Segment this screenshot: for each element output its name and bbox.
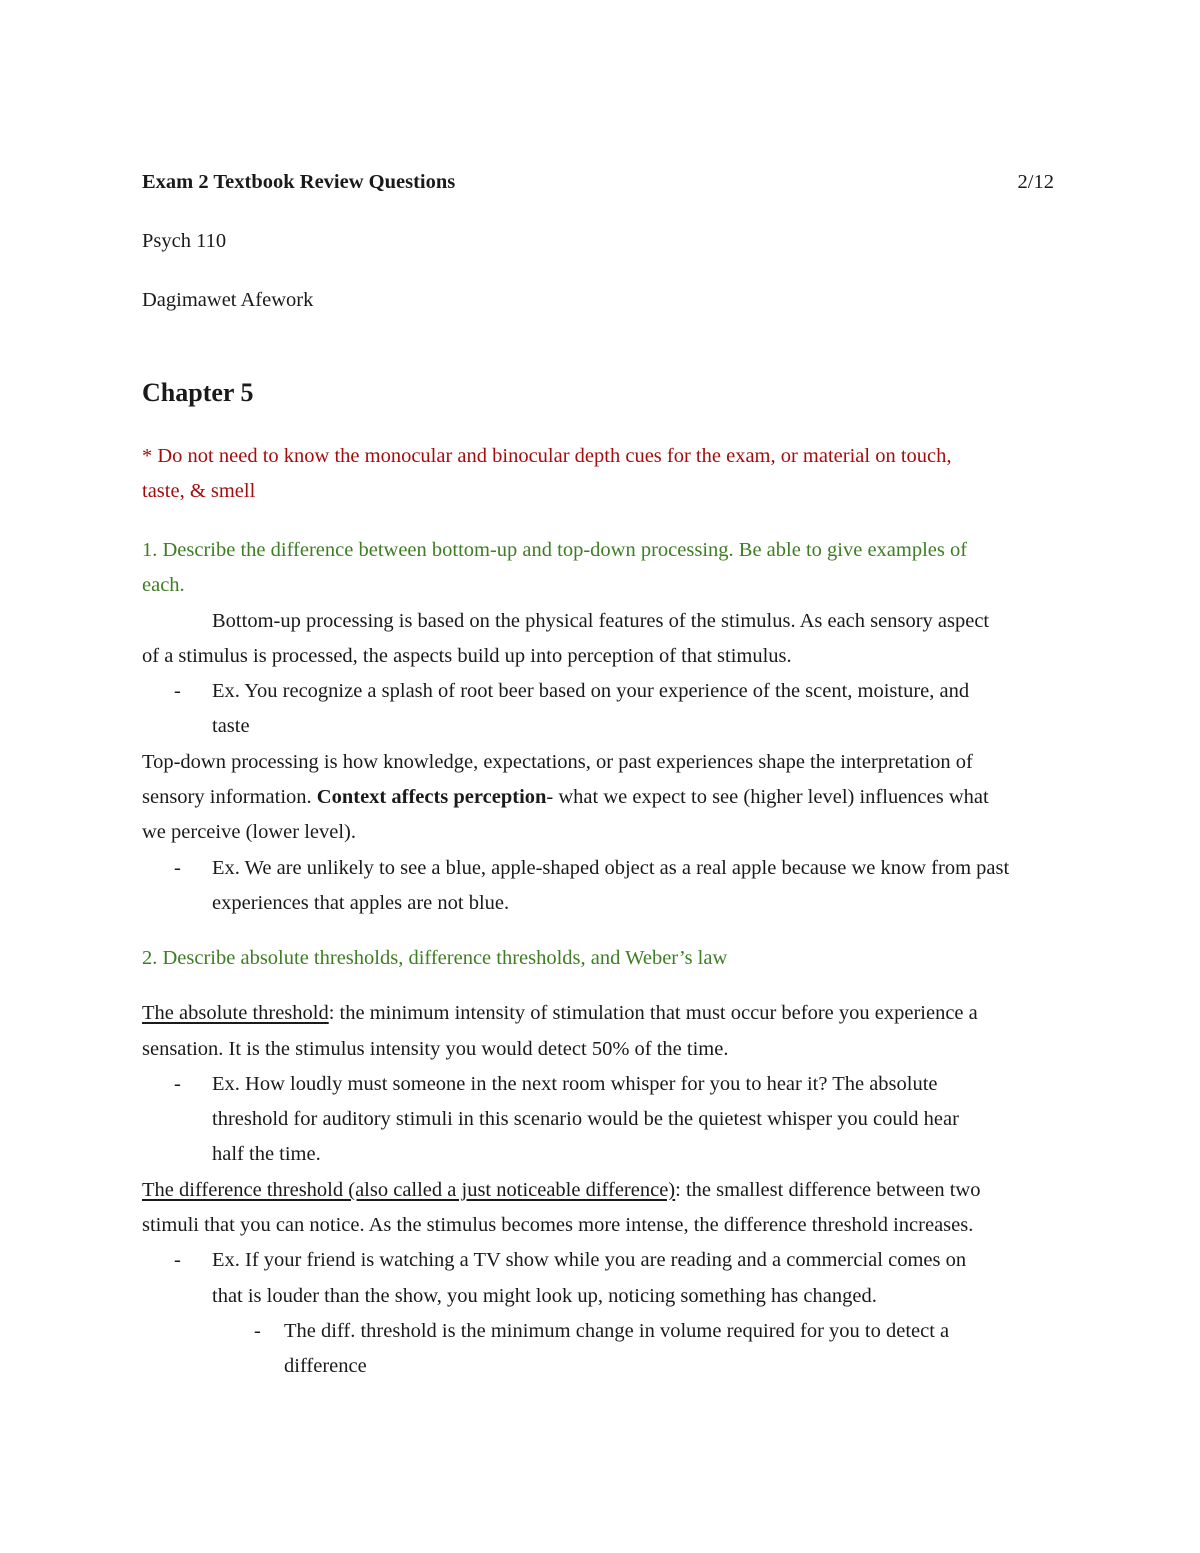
document-date: 2/12 [1017,171,1054,193]
absolute-threshold-definition: : the minimum intensity of stimulation that must occur before you experience a [328,1002,978,1024]
top-down-text-line-1: Top-down processing is how knowledge, expectations, or past experiences shape the interpretation of [142,751,973,773]
question-1-line-1: 1. Describe the difference between bottom-up and top-down processing. Be able to give examples of [142,539,968,561]
document-title: Exam 2 Textbook Review Questions [142,171,456,193]
difference-threshold-subpoint-line-1: The diff. threshold is the minimum change in volume required for you to detect a [284,1320,950,1342]
absolute-threshold-example-line-2: threshold for auditory stimuli in this scenario would be the quietest whisper you could hear [212,1108,959,1130]
bottom-up-example-line-2: taste [212,715,250,737]
bottom-up-text-line-2: of a stimulus is processed, the aspects build up into perception of that stimulus. [142,645,792,667]
top-down-text-segment: sensory information. [142,786,317,808]
difference-threshold-line-2: stimuli that you can notice. As the stimulus becomes more intense, the difference threshold increases. [142,1214,974,1236]
absolute-threshold-term: The absolute threshold [142,1002,329,1024]
absolute-threshold-example-line-1: Ex. How loudly must someone in the next room whisper for you to hear it? The absolute [212,1073,938,1095]
exam-note-line-1: * Do not need to know the monocular and binocular depth cues for the exam, or material on touch, [142,445,952,467]
difference-threshold-example-line-2: that is louder than the show, you might look up, noticing something has changed. [212,1285,877,1307]
author-name: Dagimawet Afework [142,289,314,311]
top-down-example-line-1: Ex. We are unlikely to see a blue, apple-shaped object as a real apple because we know from past [212,857,1010,879]
absolute-threshold-line-2: sensation. It is the stimulus intensity you would detect 50% of the time. [142,1038,729,1060]
absolute-threshold-example-line-3: half the time. [212,1143,321,1165]
difference-threshold-definition: : the smallest difference between two [675,1179,981,1201]
chapter-heading: Chapter 5 [142,378,254,407]
bullet-dash: - [174,1249,181,1271]
bullet-dash: - [174,680,181,702]
bullet-dash: - [174,1073,181,1095]
bullet-dash: - [174,857,181,879]
course-name: Psych 110 [142,230,227,252]
context-affects-perception-term: Context affects perception [316,786,547,808]
question-1-line-2: each. [142,574,185,596]
top-down-text-line-2 [142,785,989,809]
exam-note-line-2: taste, & smell [142,480,256,502]
question-2: 2. Describe absolute thresholds, difference thresholds, and Weber’s law [142,947,728,969]
top-down-text-line-3: we perceive (lower level). [142,821,356,843]
absolute-threshold-line-1 [142,1001,978,1025]
top-down-text-segment: - what we expect to see (higher level) influences what [546,786,989,808]
bottom-up-example-line-1: Ex. You recognize a splash of root beer based on your experience of the scent, moisture, and [212,680,970,702]
bottom-up-text-line-1: Bottom-up processing is based on the physical features of the stimulus. As each sensory aspect [212,610,990,632]
difference-threshold-term: The difference threshold (also called a just noticeable difference) [142,1179,676,1201]
difference-threshold-line-1 [142,1178,980,1202]
sub-bullet-dash: - [254,1320,261,1342]
top-down-example-line-2: experiences that apples are not blue. [212,892,510,914]
difference-threshold-subpoint-line-2: difference [284,1355,367,1377]
difference-threshold-example-line-1: Ex. If your friend is watching a TV show while you are reading and a commercial comes on [212,1249,967,1271]
